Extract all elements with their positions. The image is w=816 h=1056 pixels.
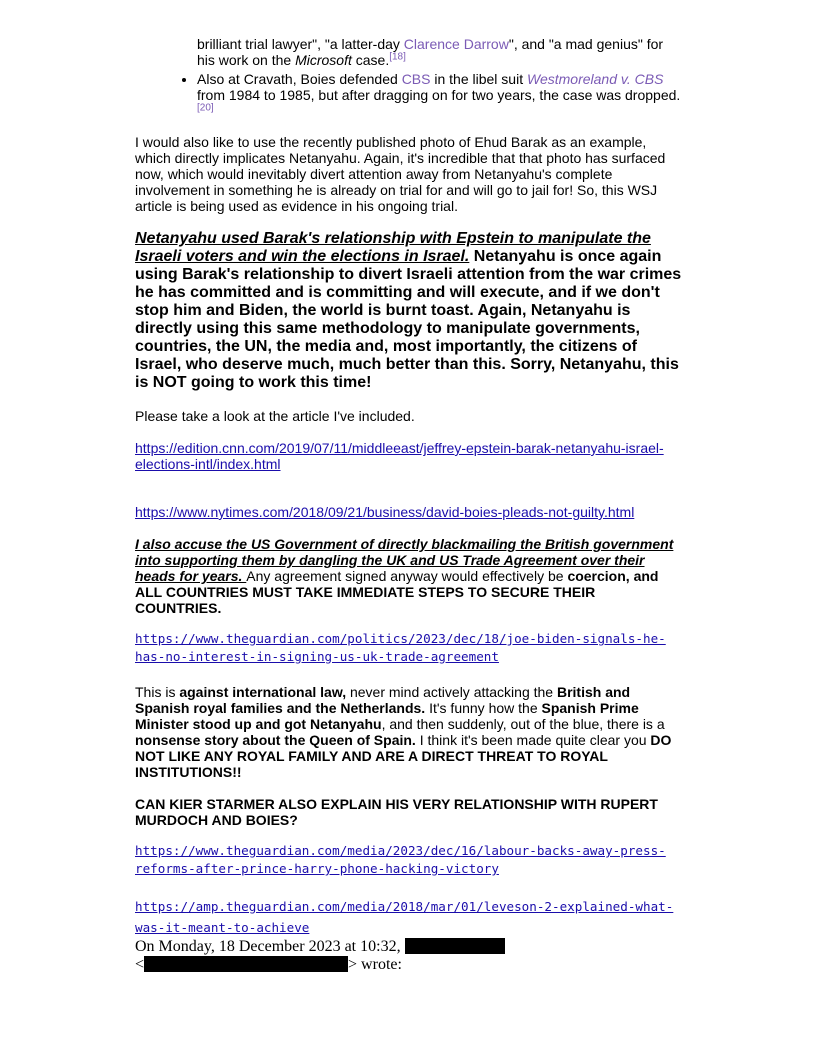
guardian-labour-link-paragraph bbox=[135, 842, 683, 878]
westmoreland-link[interactable]: Westmoreland v. CBS bbox=[526, 71, 664, 87]
reference-18[interactable]: [18] bbox=[389, 51, 406, 63]
paragraph-international-law: This is against international law, never mind actively attacking the British and Spanish royal families and the Netherlands. It's funny how the Spanish Prime Minister stood up and got Netanyahu, and then suddenly, out of the blue, there is a nonsense story about the Queen of Spain. I think it's been made quite clear you DO NOT LIKE ANY ROYAL FAMILY AND ARE A DIRECT THREAT TO ROYAL INSTITUTIONS!! bbox=[135, 684, 672, 780]
clarence-darrow-link[interactable]: Clarence Darrow bbox=[403, 36, 509, 52]
paragraph-netanyahu: Netanyahu used Barak's relationship with Epstein to manipulate the Israeli voters and win the elections in Israel. Netanyahu is once again using Barak's relationship to divert Israeli attention from the war crimes he has committed and is committing and will execute, and if we don't stop him and Biden, the world is burnt toast. Again, Netanyahu is directly using this same methodology to manipulate governments, countries, the UN, the media and, most importantly, the citizens of Israel, who deserve much, much better than this. Sorry, Netanyahu, this is NOT going to work this time! bbox=[135, 230, 682, 391]
paragraph-barak-photo: I would also like to use the recently published photo of Ehud Barak as an example, which directly implicates Netanyahu. Again, it's incredible that that photo has surfaced now, which would inevitably divert attention away from Netanyahu's complete involvement in something he is already on trial for and will go to jail for! So, this WSJ article is being used as evidence in his ongoing trial. bbox=[135, 134, 666, 214]
guardian-trade-link-paragraph bbox=[135, 630, 683, 666]
paragraph-us-government: I also accuse the US Government of directly blackmailing the British government into supporting them by dangling the UK and US Trade Agreement over their heads for years. Any agreement signed anyway would effectively be coercion, and ALL COUNTRIES MUST TAKE IMMEDIATE STEPS TO SECURE THEIR COUNTRIES. bbox=[135, 536, 674, 616]
quoted-reply-header: On Monday, 18 December 2023 at 10:32, < > wrote: bbox=[135, 938, 683, 974]
cnn-article-link[interactable]: https://edition.cnn.com/2019/07/11/middleeast/jeffrey-epstein-barak-netanyahu-israel-elections-intl/index.html bbox=[135, 440, 664, 472]
redacted-sender-email bbox=[144, 956, 348, 972]
reference-20[interactable]: [20] bbox=[197, 102, 214, 114]
paragraph-starmer-question: CAN KIER STARMER ALSO EXPLAIN HIS VERY RELATIONSHIP WITH RUPERT MURDOCH AND BOIES? bbox=[135, 796, 658, 828]
guardian-trade-link[interactable]: https://www.theguardian.com/politics/2023/dec/18/joe-biden-signals-he-has-no-interest-in-signing-us-uk-trade-agreement bbox=[135, 631, 666, 664]
guardian-leveson-link-paragraph bbox=[135, 896, 683, 938]
cbs-link[interactable]: CBS bbox=[401, 71, 431, 87]
cnn-link-paragraph bbox=[135, 440, 683, 472]
email-body bbox=[135, 36, 683, 974]
list-item: • Also at Cravath, Boies defended CBS in the libel suit Westmoreland v. CBS from 1984 to 1985, but after dragging on for two years, the case was dropped.[20] bbox=[197, 71, 683, 119]
list-item: brilliant trial lawyer", "a latter-day Clarence Darrow", and "a mad genius" for his work on the Microsoft case.[18] bbox=[197, 36, 664, 68]
bullet-list bbox=[135, 36, 683, 119]
paragraph-article-note: Please take a look at the article I've included. bbox=[135, 408, 415, 424]
guardian-leveson-link[interactable]: https://amp.theguardian.com/media/2018/mar/01/leveson-2-explained-what-was-it-meant-to-achieve bbox=[135, 899, 674, 935]
nyt-link-paragraph bbox=[135, 504, 683, 520]
nyt-article-link[interactable]: https://www.nytimes.com/2018/09/21/business/david-boies-pleads-not-guilty.html bbox=[135, 504, 635, 520]
redacted-sender-name bbox=[405, 938, 505, 954]
guardian-labour-link[interactable]: https://www.theguardian.com/media/2023/dec/16/labour-backs-away-press-reforms-after-prince-harry-phone-hacking-victory bbox=[135, 843, 666, 876]
